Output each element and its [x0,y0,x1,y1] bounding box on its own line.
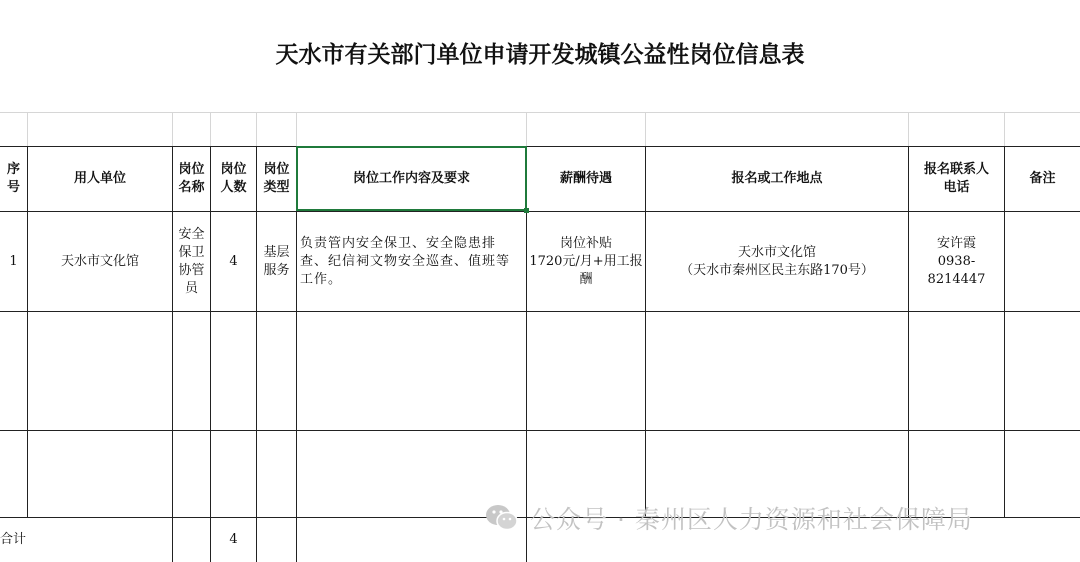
total-label: 合计 [0,532,27,547]
row1-salary: 岗位补贴 1720元/月+用工报 酬 [529,235,643,287]
grid-line [296,112,297,146]
wechat-icon [484,500,520,536]
header-post-type: 岗位 类型 [263,162,290,195]
grid-line [210,112,211,146]
page-title: 天水市有关部门单位申请开发城镇公益性岗位信息表 [275,41,805,68]
grid-line [256,112,257,146]
header-employer: 用人单位 [73,171,126,186]
row1-duties: 负责管内安全保卫、安全隐患排查、纪信祠文物安全巡查、值班等工作。 [300,235,511,287]
header-location: 报名或工作地点 [731,171,823,186]
grid-line [1004,112,1005,146]
header-post-name: 岗位 名称 [178,162,205,195]
grid-line [27,112,28,146]
row1-post-type: 基层 服务 [263,244,290,278]
fill-handle[interactable] [524,208,529,213]
grid-line [172,112,173,146]
row1-post-count: 4 [229,253,238,269]
grid-line [908,112,909,146]
total-post-count: 4 [229,532,238,547]
row1-contact: 安许霞 0938-8214447 [927,235,986,287]
watermark-text: 公众号 · 秦州区人力资源和社会保障局 [530,505,973,534]
active-cell-selection[interactable] [296,146,527,211]
row1-remarks [1005,212,1080,311]
header-remarks: 备注 [1029,171,1056,186]
header-salary: 薪酬待遇 [559,171,612,186]
row1-post-name: 安全 保卫 协管 员 [178,226,205,296]
header-duties[interactable]: 岗位工作内容及要求 [352,171,470,186]
grid-line [0,112,1080,113]
header-contact: 报名联系人 电话 [923,162,989,195]
grid-line [645,112,646,146]
row1-location: 天水市文化馆 （天水市秦州区民主东路170号） [680,244,874,278]
header-seq: 序 号 [6,162,20,195]
grid-line [0,311,1080,312]
grid-line [526,112,527,146]
watermark [484,500,973,536]
grid-line [0,430,1080,431]
row1-seq: 1 [9,253,18,269]
header-post-count: 岗位 人数 [220,162,247,195]
row1-employer: 天水市文化馆 [60,253,139,269]
